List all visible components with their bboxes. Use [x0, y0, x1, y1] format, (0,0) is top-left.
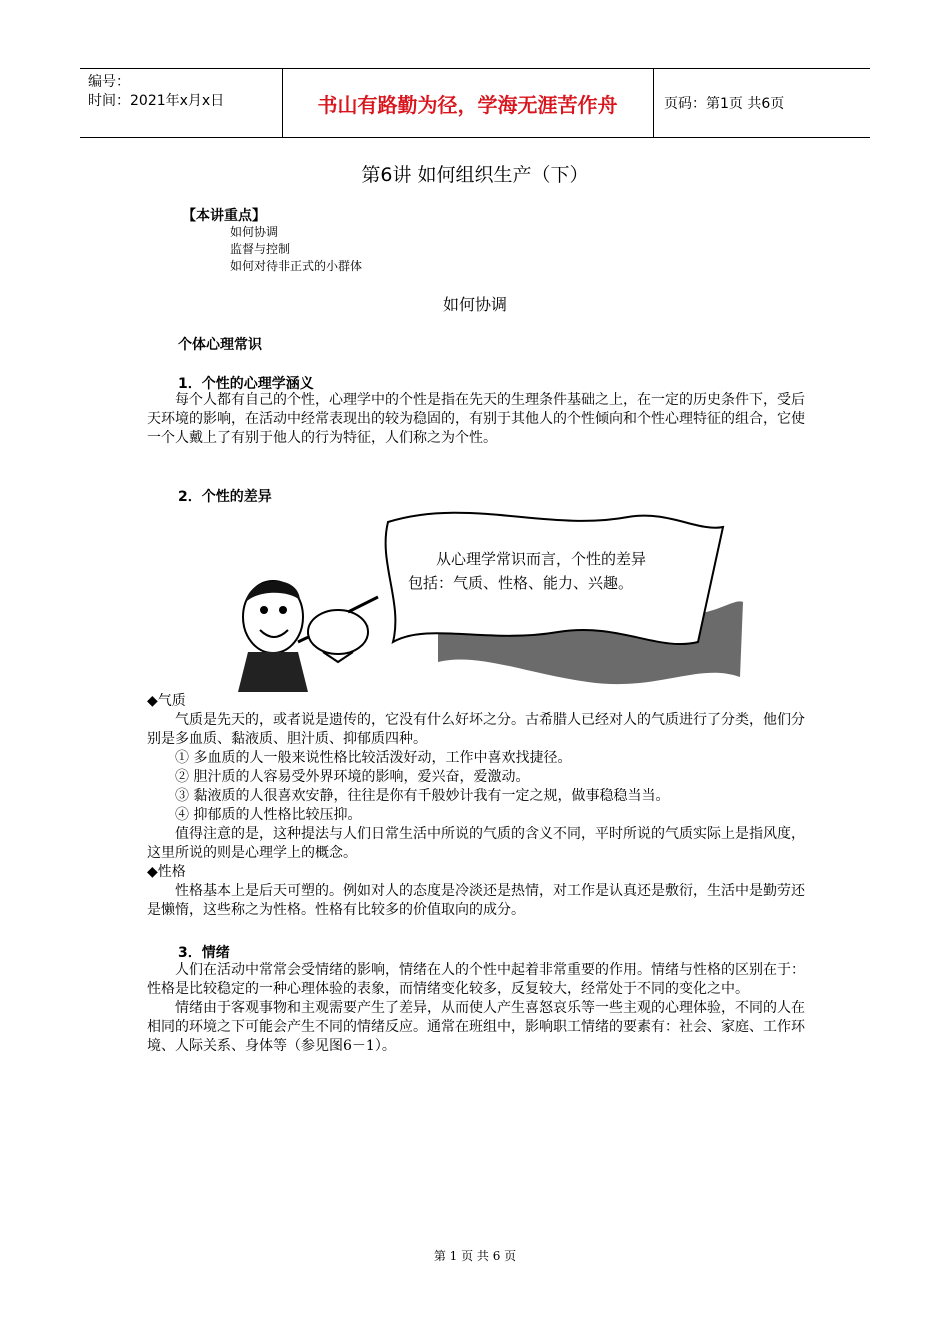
banner-line: 从心理学常识而言，个性的差异 [436, 550, 647, 568]
header-date-label: 时间：2021年x月x日 [88, 93, 225, 109]
part3-body [147, 961, 812, 1056]
banner-text [408, 547, 646, 595]
part1-body [147, 391, 812, 448]
header-meta [88, 73, 224, 111]
temperament-heading: ◆气质 [147, 693, 186, 709]
key-point-item: 如何对待非正式的小群体 [230, 259, 363, 273]
banner-line: 包括：气质、性格、能力、兴趣。 [408, 574, 634, 592]
pointing-man-figure [238, 581, 378, 692]
temperament-note: 值得注意的是，这种提法与人们日常生活中所说的气质的含义不同，平时所说的气质实际上是指风度，这里所说的则是心理学上的概念。 [147, 826, 805, 861]
temperament-list-item: ④ 抑郁质的人性格比较压抑。 [175, 807, 362, 823]
header-number-label: 编号： [88, 74, 130, 90]
header-divider [653, 69, 654, 137]
temperament-list-item: ③ 黏液质的人很喜欢安静，往往是你有千般妙计我有一定之规，做事稳稳当当。 [175, 788, 670, 804]
subsection-title: 个体心理常识 [178, 337, 262, 353]
key-points-list [230, 224, 362, 275]
key-points-heading: 【本讲重点】 [182, 208, 266, 224]
character-heading: ◆性格 [147, 864, 186, 880]
header-motto: 书山有路勤为径，学海无涯苦作舟 [317, 92, 618, 117]
part3-heading: 3．情绪 [178, 945, 230, 961]
character-text: 性格基本上是后天可塑的。例如对人的态度是冷淡还是热情，对工作是认真还是敷衍，生活中是勤劳还是懒惰，这些称之为性格。性格有比较多的价值取向的成分。 [147, 883, 805, 918]
temperament-text: 气质是先天的，或者说是遗传的，它没有什么好坏之分。古希腊人已经对人的气质进行了分类，他们分别是多血质、黏液质、胆汁质、抑郁质四种。 [147, 712, 805, 747]
key-point-item: 如何协调 [230, 225, 279, 239]
part1-text: 每个人都有自己的个性，心理学中的个性是指在先天的生理条件基础之上，在一定的历史条件下，受后天环境的影响，在活动中经常表现出的较为稳固的，有别于其他人的个性倾向和个性心理特征的组合，它使一个人戴上了有别于他人的行为特征，人们称之为个性。 [147, 392, 805, 446]
key-point-item: 监督与控制 [230, 242, 291, 256]
part1-heading: 1．个性的心理学涵义 [178, 376, 314, 392]
part3-text: 情绪由于客观事物和主观需要产生了差异，从而使人产生喜怒哀乐等一些主观的心理体验，不同的人在相同的环境之下可能会产生不同的情绪反应。通常在班组中，影响职工情绪的要素有：社会、家庭、工作环境、人际关系、身体等（参见图6－1）。 [147, 1000, 805, 1054]
speech-banner-graphic [228, 502, 748, 692]
part2-heading: 2．个性的差异 [178, 489, 272, 505]
section-title: 如何协调 [442, 295, 507, 314]
document-header [80, 68, 870, 138]
temperament-list-item: ② 胆汁质的人容易受外界环境的影响，爱兴奋，爱激动。 [175, 769, 530, 785]
cartoon-illustration [228, 502, 748, 692]
header-page-label: 页码：第1页 共6页 [664, 96, 785, 112]
part2-body [147, 692, 812, 920]
lecture-title: 第6讲 如何组织生产（下） [361, 164, 589, 186]
part3-text: 人们在活动中常常会受情绪的影响，情绪在人的个性中起着非常重要的作用。情绪与性格的区别在于：性格是比较稳定的一种心理体验的表象，而情绪变化较多，反复较大，经常处于不同的变化之中。 [147, 962, 805, 997]
page-footer: 第 1 页 共 6 页 [433, 1249, 517, 1263]
temperament-list-item: ① 多血质的人一般来说性格比较活泼好动，工作中喜欢找捷径。 [175, 750, 572, 766]
